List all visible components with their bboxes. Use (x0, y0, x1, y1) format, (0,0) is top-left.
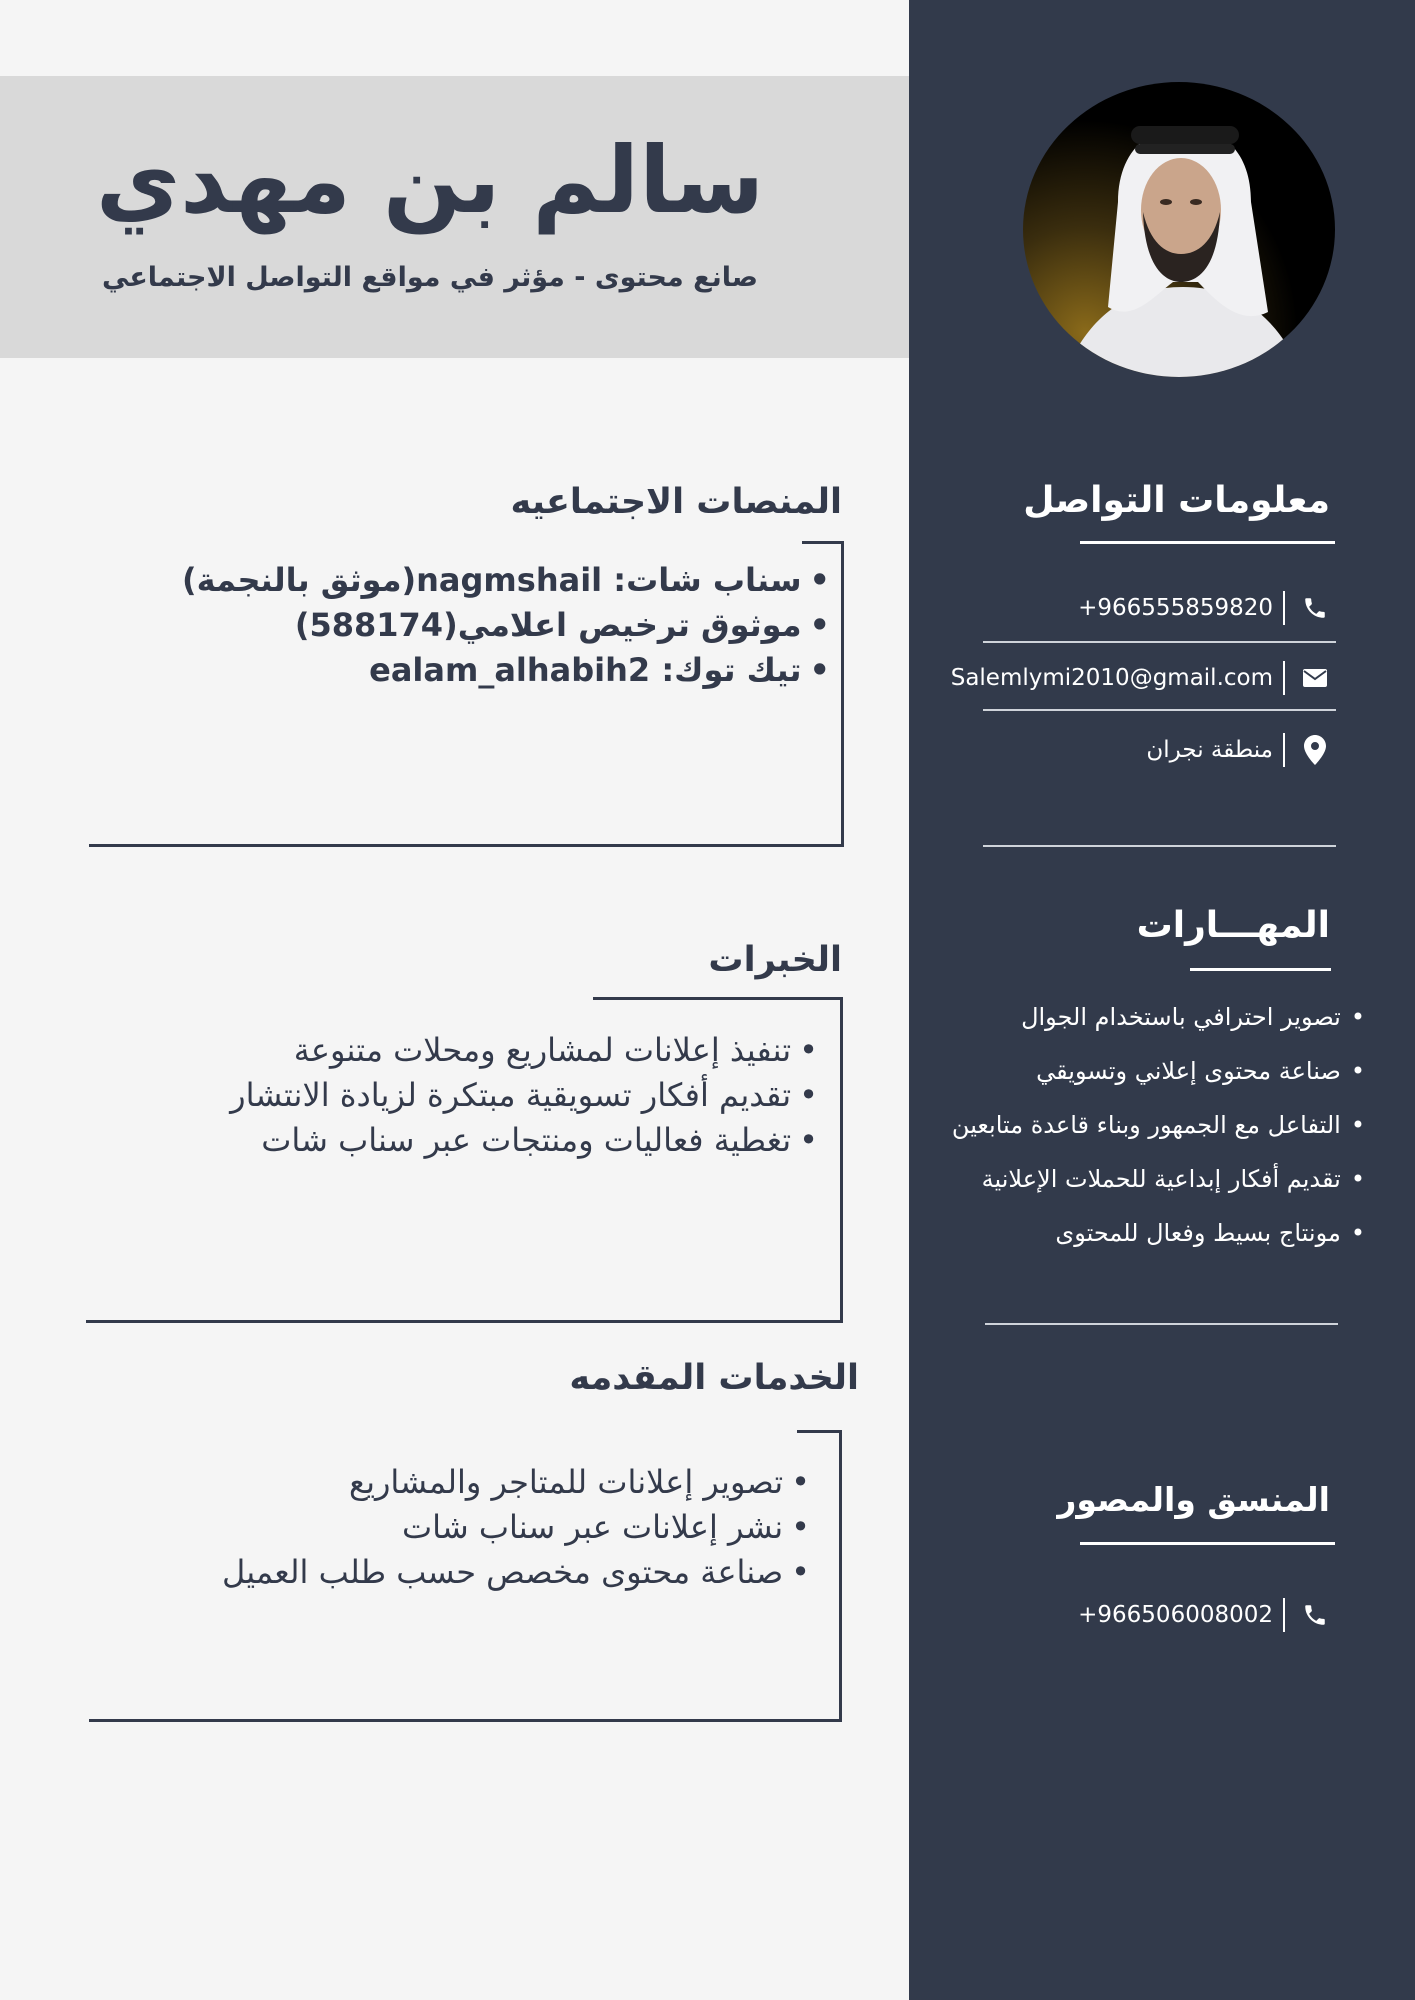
services-section-title: الخدمات المقدمه (569, 1358, 859, 1398)
skills-title-underline (1190, 968, 1331, 971)
list-item: • تصوير احترافي باستخدام الجوال (925, 995, 1365, 1049)
email-address[interactable]: Salemlymi2010@gmail.com (950, 665, 1273, 691)
contact-separator (1283, 1598, 1285, 1632)
contact-phone-row (1078, 590, 1335, 626)
avatar (1023, 82, 1335, 377)
list-item: • تقديم أفكار إبداعية للحملات الإعلانية (925, 1157, 1365, 1211)
experience-bracket-side (840, 997, 843, 1323)
list-item: • نشر إعلانات عبر سناب شات (222, 1505, 810, 1550)
list-item: • مونتاج بسيط وفعال للمحتوى (925, 1211, 1365, 1265)
contact-divider (983, 709, 1336, 711)
phone-icon (1295, 1597, 1335, 1633)
list-item: • تيك توك: ealam_alhabih2 (182, 648, 830, 693)
section-divider (983, 845, 1336, 847)
section-divider (985, 1323, 1338, 1325)
coordinator-title-underline (1080, 1542, 1335, 1545)
phone-number[interactable]: +966555859820 (1078, 595, 1273, 621)
list-item: • تصوير إعلانات للمتاجر والمشاريع (222, 1460, 810, 1505)
contact-location-row (1146, 732, 1335, 768)
list-item: • صناعة محتوى مخصص حسب طلب العميل (222, 1550, 810, 1595)
list-item: • تنفيذ إعلانات لمشاريع ومحلات متنوعة (230, 1028, 818, 1073)
coordinator-phone-row (1078, 1597, 1335, 1633)
skills-list (925, 995, 1365, 1265)
list-item: • التفاعل مع الجمهور وبناء قاعدة متابعين (925, 1103, 1365, 1157)
coordinator-section-title: المنسق والمصور (1057, 1480, 1330, 1519)
platforms-list (182, 558, 830, 693)
contact-title-underline (1080, 541, 1335, 544)
services-bracket-top (797, 1430, 842, 1433)
experience-bracket-top (593, 997, 843, 1000)
portrait-image (1023, 82, 1335, 377)
contact-email-row (951, 660, 1335, 696)
contact-separator (1283, 591, 1285, 625)
skills-section-title: المهـــارات (1136, 905, 1330, 946)
services-bracket-side (839, 1430, 842, 1722)
services-bracket-bottom (89, 1719, 842, 1722)
list-item: • موثوق ترخيص اعلامي(588174) (182, 603, 830, 648)
page-title: سالم بن مهدي (95, 127, 765, 234)
mail-icon (1295, 660, 1335, 696)
list-item: • صناعة محتوى إعلاني وتسويقي (925, 1049, 1365, 1103)
experience-list (230, 1028, 818, 1163)
contact-divider (983, 641, 1336, 643)
list-item: • سناب شات: nagmshail(موثق بالنجمة) (182, 558, 830, 603)
list-item: • تقديم أفكار تسويقية مبتكرة لزيادة الانتشار (230, 1073, 818, 1118)
platforms-bracket-bottom (89, 844, 844, 847)
contact-separator (1283, 661, 1285, 695)
contact-separator (1283, 733, 1285, 767)
contact-section-title: معلومات التواصل (1023, 480, 1330, 521)
phone-icon (1295, 590, 1335, 626)
experience-bracket-bottom (86, 1320, 843, 1323)
platforms-section-title: المنصات الاجتماعيه (510, 482, 842, 522)
coordinator-phone-number[interactable]: +966506008002 (1078, 1602, 1273, 1628)
platforms-bracket-side (841, 541, 844, 847)
location-text: منطقة نجران (1146, 737, 1273, 763)
location-icon (1295, 732, 1335, 768)
experience-section-title: الخبرات (708, 940, 842, 980)
list-item: • تغطية فعاليات ومنتجات عبر سناب شات (230, 1118, 818, 1163)
page-subtitle: صانع محتوى - مؤثر في مواقع التواصل الاجتماعي (102, 262, 758, 293)
services-list (222, 1460, 810, 1595)
platforms-bracket-top (802, 541, 844, 544)
